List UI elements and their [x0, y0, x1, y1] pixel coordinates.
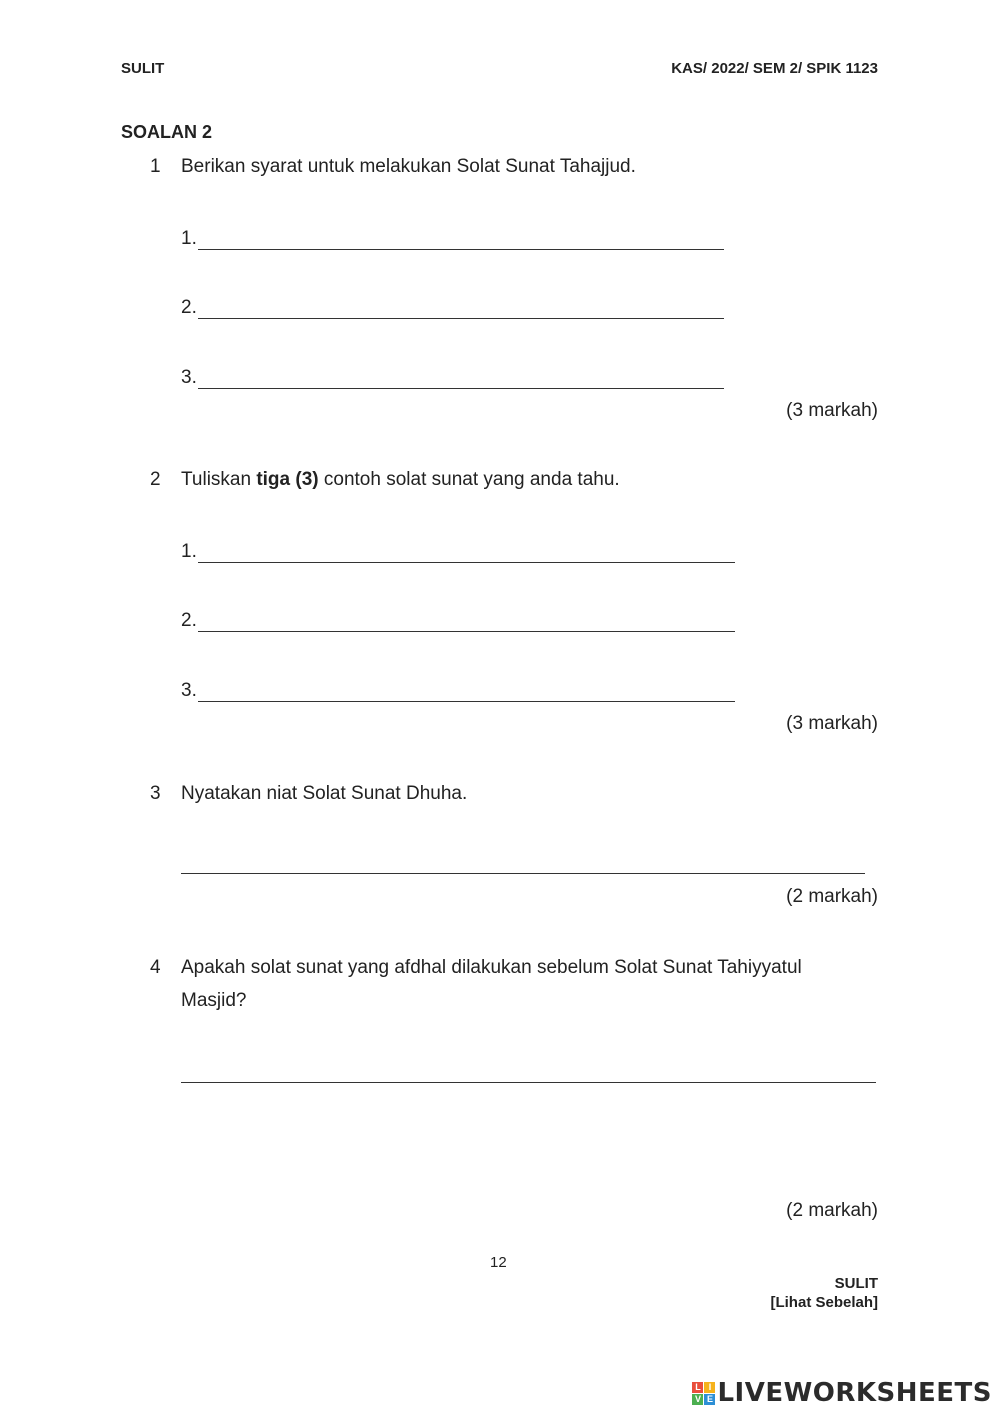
question-2-answer-3[interactable]: [181, 678, 735, 702]
logo-letter: E: [704, 1394, 715, 1405]
answer-label: 2.: [181, 297, 197, 318]
answer-label: 1.: [181, 541, 197, 562]
question-1-answer-2[interactable]: [181, 295, 724, 319]
logo-letter: L: [692, 1382, 703, 1393]
page-number: 12: [490, 1254, 507, 1271]
answer-line: [198, 609, 735, 632]
question-2-marks: (3 markah): [786, 713, 878, 734]
header-right: KAS/ 2022/ SEM 2/ SPIK 1123: [671, 60, 878, 77]
question-1-number: 1: [150, 156, 161, 177]
answer-line: [181, 1060, 876, 1083]
answer-line: [198, 540, 735, 563]
question-4-text-line-2: Masjid?: [181, 990, 247, 1011]
question-4-text-line-1: Apakah solat sunat yang afdhal dilakukan sebelum Solat Sunat Tahiyyatul: [181, 957, 802, 978]
question-1-answer-3[interactable]: [181, 365, 724, 389]
question-2-answer-2[interactable]: [181, 608, 735, 632]
logo-letter: V: [692, 1394, 703, 1405]
brand-name: LIVEWORKSHEETS: [717, 1378, 992, 1408]
question-3-number: 3: [150, 783, 161, 804]
question-2-number: 2: [150, 469, 161, 490]
answer-line: [198, 679, 735, 702]
question-2-text-bold: tiga (3): [256, 469, 319, 490]
question-4-marks: (2 markah): [786, 1200, 878, 1221]
question-3-marks: (2 markah): [786, 886, 878, 907]
question-1-answer-1[interactable]: [181, 226, 724, 250]
question-3-answer[interactable]: [181, 850, 865, 874]
question-2-text: [181, 463, 871, 496]
question-2-text-before: Tuliskan: [181, 469, 257, 490]
question-2-answer-1[interactable]: [181, 539, 735, 563]
answer-label: 2.: [181, 610, 197, 631]
footer-next-page: [Lihat Sebelah]: [770, 1294, 878, 1311]
header-left: SULIT: [121, 60, 165, 77]
answer-line: [198, 366, 724, 389]
question-3-text: Nyatakan niat Solat Sunat Dhuha.: [181, 783, 468, 804]
liveworksheets-logo-icon: [692, 1382, 715, 1405]
logo-letter: I: [704, 1382, 715, 1393]
question-4-number: 4: [150, 957, 161, 978]
liveworksheets-brand: [692, 1378, 992, 1408]
question-2-text-after: contoh solat sunat yang anda tahu.: [318, 469, 620, 490]
question-1-text: Berikan syarat untuk melakukan Solat Sunat Tahajjud.: [181, 156, 636, 177]
answer-line: [181, 851, 865, 874]
answer-label: 1.: [181, 228, 197, 249]
question-1-marks: (3 markah): [786, 400, 878, 421]
question-4-answer[interactable]: [181, 1059, 876, 1083]
answer-line: [198, 296, 724, 319]
section-title: SOALAN 2: [121, 122, 213, 142]
question-4-text: [181, 951, 871, 1017]
answer-label: 3.: [181, 367, 197, 388]
answer-line: [198, 227, 724, 250]
footer-label: SULIT: [834, 1275, 878, 1292]
answer-label: 3.: [181, 680, 197, 701]
